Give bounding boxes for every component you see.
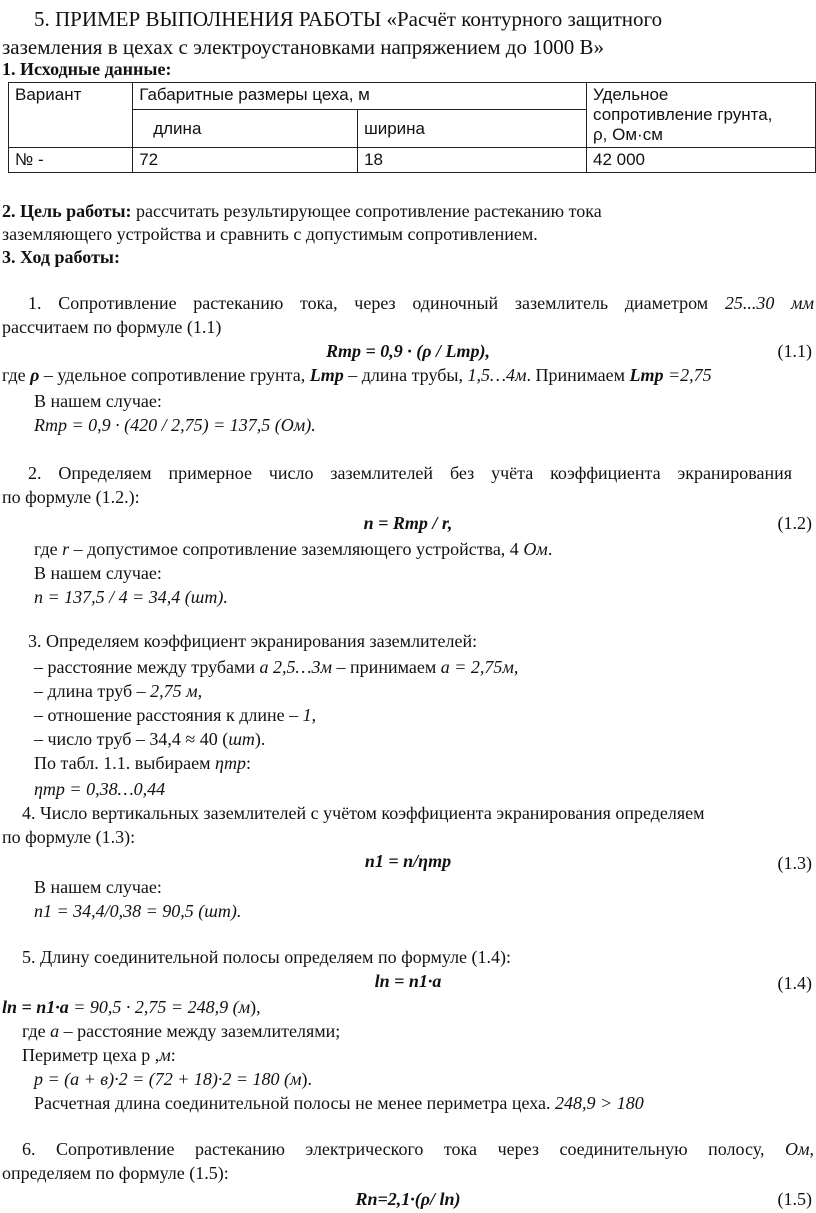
step-3-item-1: – расстояние между трубами а 2,5…3м – принимаем а = 2,75м,	[34, 657, 519, 677]
header-variant: Вариант	[9, 83, 133, 148]
header-dimensions: Габаритные размеры цеха, м	[133, 83, 587, 110]
step-2-where: где r – допустимое сопротивление заземляющего устройства, 4 Ом.	[34, 539, 553, 559]
step-3-table-ref: По табл. 1.1. выбираем ηтр:	[34, 753, 251, 773]
formula-1-3-number: (1.3)	[777, 853, 812, 873]
step-1-where: где ρ – удельное сопротивление грунта, Lтр – длина трубы, 1,5…4м. Принимаем Lтр =2,75	[2, 365, 712, 385]
step-2-case: В нашем случае:	[34, 563, 162, 583]
cell-length: 72	[133, 148, 358, 173]
step-5-perimeter: Периметр цеха р ,м:	[22, 1045, 176, 1065]
header-resistivity-line-3: ρ, Ом·см	[593, 125, 663, 144]
section-2-heading: 2. Цель работы:	[2, 201, 132, 221]
section-1-heading: 1. Исходные данные:	[2, 59, 172, 79]
step-1-line-1: 1. Сопротивление растеканию тока, через одиночный заземлитель диаметром 25...30 мм	[28, 293, 814, 313]
step-5-line-1: 5. Длину соединительной полосы определяем по формуле (1.4):	[22, 947, 512, 967]
formula-1-4: lп = n1·a	[374, 971, 442, 991]
header-resistivity-line-1: Удельное	[593, 85, 669, 104]
formula-1-2: n = Rтр / r,	[363, 513, 453, 533]
header-resistivity	[587, 83, 816, 148]
step-6-line-2: определяем по формуле (1.5):	[2, 1163, 229, 1183]
section-2-line-2: заземляющего устройства и сравнить с допустимым сопротивлением.	[2, 224, 538, 244]
formula-1-3: n1 = n/ηтр	[364, 851, 452, 871]
step-2-line-1: 2. Определяем примерное число заземлителей без учёта коэффициента экранирования	[28, 463, 792, 483]
formula-1-1: Rтр = 0,9 · (ρ / Lтр),	[325, 341, 491, 361]
cell-width: 18	[358, 148, 587, 173]
step-4-line-1: 4. Число вертикальных заземлителей с учётом коэффициента экранирования определяем	[22, 803, 705, 823]
step-2-calc: n = 137,5 / 4 = 34,4 (шт).	[34, 587, 228, 607]
header-width: ширина	[358, 110, 587, 148]
formula-1-1-number: (1.1)	[777, 341, 812, 361]
step-5-calc: lп = n1·a = 90,5 · 2,75 = 248,9 (м),	[2, 997, 261, 1017]
source-data-table	[8, 82, 816, 173]
step-5-where: где а – расстояние между заземлителями;	[22, 1021, 341, 1041]
step-2-line-2: по формуле (1.2.):	[2, 487, 140, 507]
step-3-line-1: 3. Определяем коэффициент экранирования заземлителей:	[28, 631, 478, 651]
step-3-item-3: – отношение расстояния к длине – 1,	[34, 705, 317, 725]
formula-1-2-number: (1.2)	[777, 513, 812, 533]
step-5-perimeter-calc: р = (а + в)·2 = (72 + 18)·2 = 180 (м).	[34, 1069, 313, 1089]
step-5-result: Расчетная длина соединительной полосы не менее периметра цеха. 248,9 > 180	[34, 1093, 644, 1113]
step-4-calc: n1 = 34,4/0,38 = 90,5 (шт).	[34, 901, 242, 921]
step-6-line-1: 6. Сопротивление растеканию электрического тока через соединительную полосу, Ом,	[22, 1139, 814, 1159]
step-4-case: В нашем случае:	[34, 877, 162, 897]
section-3-heading: 3. Ход работы:	[2, 247, 120, 267]
section-2-line-1: 2. Цель работы: рассчитать результирующее сопротивление растеканию тока	[2, 201, 602, 221]
step-3-item-4: – число труб – 34,4 ≈ 40 (шт).	[34, 729, 266, 749]
header-resistivity-line-2: сопротивление грунта,	[593, 105, 773, 124]
cell-variant: № -	[9, 148, 133, 173]
title-line-2: заземления в цехах с электроустановками напряжением до 1000 В»	[2, 35, 604, 59]
step-1-calc: Rтр = 0,9 · (420 / 2,75) = 137,5 (Ом).	[34, 415, 316, 435]
step-4-line-2: по формуле (1.3):	[2, 827, 136, 847]
step-3-item-2: – длина труб – 2,75 м,	[34, 681, 203, 701]
title-line-1: 5. ПРИМЕР ВЫПОЛНЕНИЯ РАБОТЫ «Расчёт контурного защитного	[34, 7, 663, 31]
formula-1-4-number: (1.4)	[777, 973, 812, 993]
step-1-line-2: рассчитаем по формуле (1.1)	[2, 317, 222, 337]
header-length: длина	[133, 110, 358, 148]
cell-resistivity: 42 000	[587, 148, 816, 173]
formula-1-5-number: (1.5)	[777, 1189, 812, 1209]
step-3-calc: ηтр = 0,38…0,44	[34, 779, 166, 799]
step-1-case: В нашем случае:	[34, 391, 162, 411]
formula-1-5: Rп=2,1·(ρ/ lп)	[355, 1189, 461, 1209]
